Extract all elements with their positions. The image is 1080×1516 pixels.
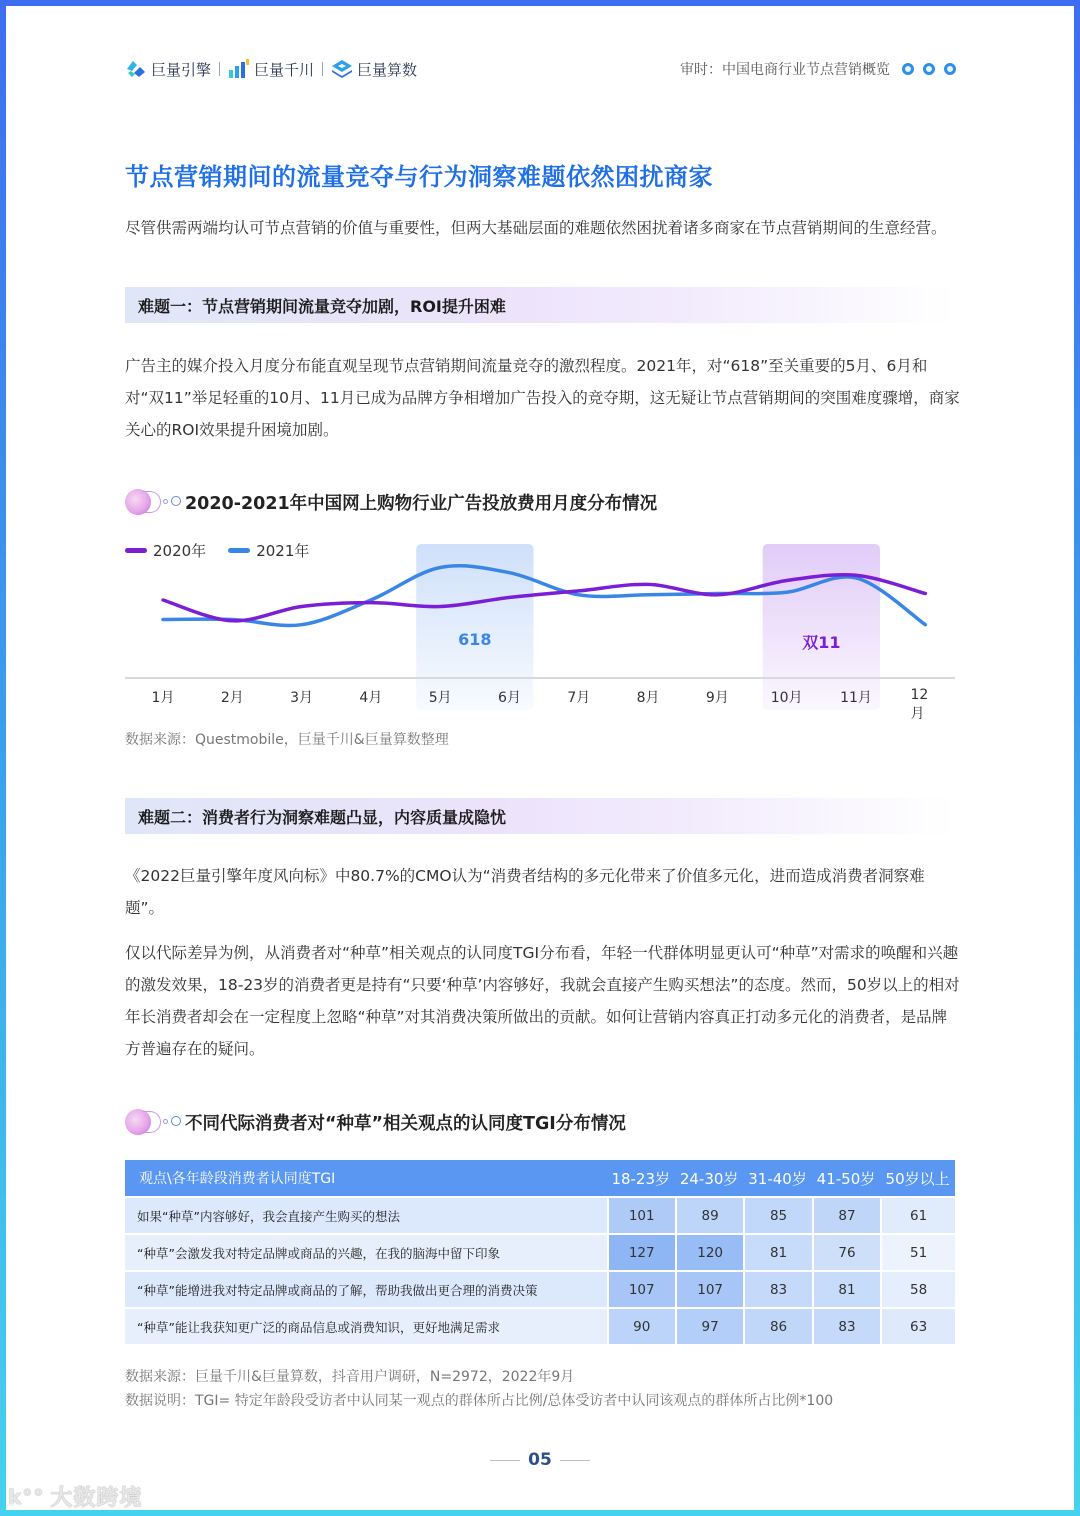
tgi-cell: 101 xyxy=(607,1196,675,1233)
chart1-title xyxy=(125,488,657,516)
logo-qianchuan xyxy=(228,59,314,80)
section2-paragraph1: 《2022巨量引擎年度风向标》中80.7%的CMO认为“消费者结构的多元化带来了价值多元化，进而造成消费者洞察难题”。 xyxy=(125,867,925,917)
table-row xyxy=(125,1307,955,1344)
x-axis-tick-label: 5月 xyxy=(428,690,452,706)
x-axis-tick-label: 9月 xyxy=(705,690,729,706)
report-title: 审时：中国电商行业节点营销概览 xyxy=(680,62,890,78)
table-row xyxy=(125,1270,955,1307)
bubble-bullet-icon xyxy=(125,1108,185,1136)
column-header: 31-40岁 xyxy=(743,1160,811,1196)
tgi-table xyxy=(125,1160,955,1344)
tgi-cell: 51 xyxy=(880,1233,955,1270)
table-title xyxy=(125,1108,626,1136)
x-axis-tick-label: 1月 xyxy=(151,690,175,706)
row-label: “种草”会激发我对特定品牌或商品的兴趣，在我的脑海中留下印象 xyxy=(125,1233,607,1270)
column-header: 18-23岁 xyxy=(607,1160,675,1196)
qianchuan-logo-icon xyxy=(228,59,250,79)
tgi-cell: 90 xyxy=(607,1307,675,1344)
divider xyxy=(322,62,323,76)
legend-swatch xyxy=(125,548,147,553)
tgi-cell: 127 xyxy=(607,1233,675,1270)
header-report-title xyxy=(680,59,956,79)
x-axis-tick-label: 4月 xyxy=(359,690,383,706)
divider xyxy=(560,1460,590,1461)
x-axis-tick-label: 2月 xyxy=(220,690,244,706)
ring-icon xyxy=(944,63,956,75)
tgi-cell: 83 xyxy=(743,1270,811,1307)
chart1-title-text: 2020-2021年中国网上购物行业广告投放费用月度分布情况 xyxy=(185,493,658,514)
decorative-dots xyxy=(902,63,956,75)
x-axis-tick-label: 7月 xyxy=(567,690,591,706)
tgi-cell: 87 xyxy=(812,1196,880,1233)
suanshu-logo-icon xyxy=(331,59,353,79)
tgi-cell: 120 xyxy=(675,1233,743,1270)
logo-text: 巨量千川 xyxy=(254,60,315,79)
chart-legend xyxy=(125,540,309,561)
watermark-text: 大数跨境 xyxy=(50,1486,143,1511)
bubble-bullet-icon xyxy=(125,488,185,516)
tgi-cell: 89 xyxy=(675,1196,743,1233)
legend-swatch xyxy=(228,548,250,553)
section2-heading: 难题二：消费者行为洞察难题凸显，内容质量成隐忧 xyxy=(125,798,955,834)
page-number-text: 05 xyxy=(528,1450,552,1470)
column-header: 24-30岁 xyxy=(675,1160,743,1196)
row-label: 如果“种草”内容够好，我会直接产生购买的想法 xyxy=(125,1196,607,1233)
highlight-label-double11: 双11 xyxy=(802,633,841,652)
column-header: 观点\各年龄段消费者认同度TGI xyxy=(125,1160,607,1196)
column-header: 50岁以上 xyxy=(880,1160,955,1196)
page-title: 节点营销期间的流量竞夺与行为洞察难题依然困扰商家 xyxy=(125,163,713,191)
tgi-cell: 81 xyxy=(743,1233,811,1270)
legend-label: 2020年 xyxy=(153,542,207,560)
tgi-cell: 85 xyxy=(743,1196,811,1233)
column-header: 41-50岁 xyxy=(812,1160,880,1196)
x-axis-tick-label: 12月 xyxy=(910,687,929,722)
x-axis-tick-label: 11月 xyxy=(840,690,872,706)
chart1-source: 数据来源：Questmobile，巨量千川&巨量算数整理 xyxy=(125,732,449,748)
x-axis-tick-label: 10月 xyxy=(770,690,803,706)
x-axis-tick-label: 8月 xyxy=(636,690,660,706)
table-title-text: 不同代际消费者对“种草”相关观点的认同度TGI分布情况 xyxy=(185,1113,626,1134)
tgi-cell: 107 xyxy=(607,1270,675,1307)
ring-icon xyxy=(923,63,935,75)
tgi-cell: 63 xyxy=(880,1307,955,1344)
x-axis-tick-label: 3月 xyxy=(290,690,314,706)
highlight-label-618: 618 xyxy=(458,630,492,649)
page-header xyxy=(125,56,956,82)
row-label: “种草”能让我获知更广泛的商品信息或消费知识，更好地满足需求 xyxy=(125,1307,607,1344)
table-note: 数据说明：TGI= 特定年龄段受访者中认同某一观点的群体所占比例/总体受访者中认同该观点的群体所占比例*100 xyxy=(125,1393,834,1409)
tgi-cell: 81 xyxy=(812,1270,880,1307)
legend-item-2021 xyxy=(228,540,309,561)
legend-label: 2021年 xyxy=(256,542,310,560)
line-chart xyxy=(125,540,955,722)
tgi-cell: 86 xyxy=(743,1307,811,1344)
tgi-cell: 97 xyxy=(675,1307,743,1344)
tgi-cell: 83 xyxy=(812,1307,880,1344)
table-source: 数据来源：巨量千川&巨量算数，抖音用户调研，N=2972，2022年9月 xyxy=(125,1369,575,1385)
highlight-band xyxy=(763,544,880,710)
watermark xyxy=(8,1481,142,1512)
logo-text: 巨量算数 xyxy=(357,60,418,79)
table-row xyxy=(125,1233,955,1270)
chart-canvas xyxy=(125,540,955,715)
legend-item-2020 xyxy=(125,540,206,561)
section2-paragraph2: 仅以代际差异为例，从消费者对“种草”相关观点的认同度TGI分布看，年轻一代群体明显更认可“种草”对需求的唤醒和兴趣的激发效果，18-23岁的消费者更是持有“只要‘种草’内容够好，我就会直接产生购买想法”的态度。然而，50岁以上的相对年长消费者却会在一定程度上忽略“种草”对其消费决策所做出的贡献。如何让营销内容真正打动多元化的消费者，是品牌方普遍存在的疑问。 xyxy=(125,944,960,1058)
tgi-cell: 58 xyxy=(880,1270,955,1307)
row-label: “种草”能增进我对特定品牌或商品的了解，帮助我做出更合理的消费决策 xyxy=(125,1270,607,1307)
section1-heading: 难题一：节点营销期间流量竞夺加剧，ROI提升困难 xyxy=(125,287,955,323)
tgi-cell: 61 xyxy=(880,1196,955,1233)
logo-text: 巨量引擎 xyxy=(151,60,212,79)
section1-paragraph: 广告主的媒介投入月度分布能直观呈现节点营销期间流量竞夺的激烈程度。2021年，对“618”至关重要的5月、6月和对“双11”举足轻重的10月、11月已成为品牌方争相增加广告投入的竞夺期，这无疑让节点营销期间的突围难度骤增，商家关心的ROI效果提升困境加剧。 xyxy=(125,357,960,439)
tgi-cell: 107 xyxy=(675,1270,743,1307)
x-axis-tick-label: 6月 xyxy=(498,690,521,706)
tgi-cell: 76 xyxy=(812,1233,880,1270)
table-header-row xyxy=(125,1160,955,1196)
lead-paragraph: 尽管供需两端均认可节点营销的价值与重要性，但两大基础层面的难题依然困扰着诸多商家在节点营销期间的生意经营。 xyxy=(125,219,947,237)
table-row xyxy=(125,1196,955,1233)
page-number xyxy=(0,1450,1080,1470)
ring-icon xyxy=(902,63,914,75)
logo-suanshu xyxy=(331,59,417,80)
logo-juliang-engine xyxy=(125,59,211,80)
divider xyxy=(219,62,220,76)
brand-logos xyxy=(125,59,417,80)
engine-logo-icon xyxy=(125,59,147,79)
divider xyxy=(490,1460,520,1461)
watermark-logo-icon: k°° xyxy=(8,1484,45,1509)
